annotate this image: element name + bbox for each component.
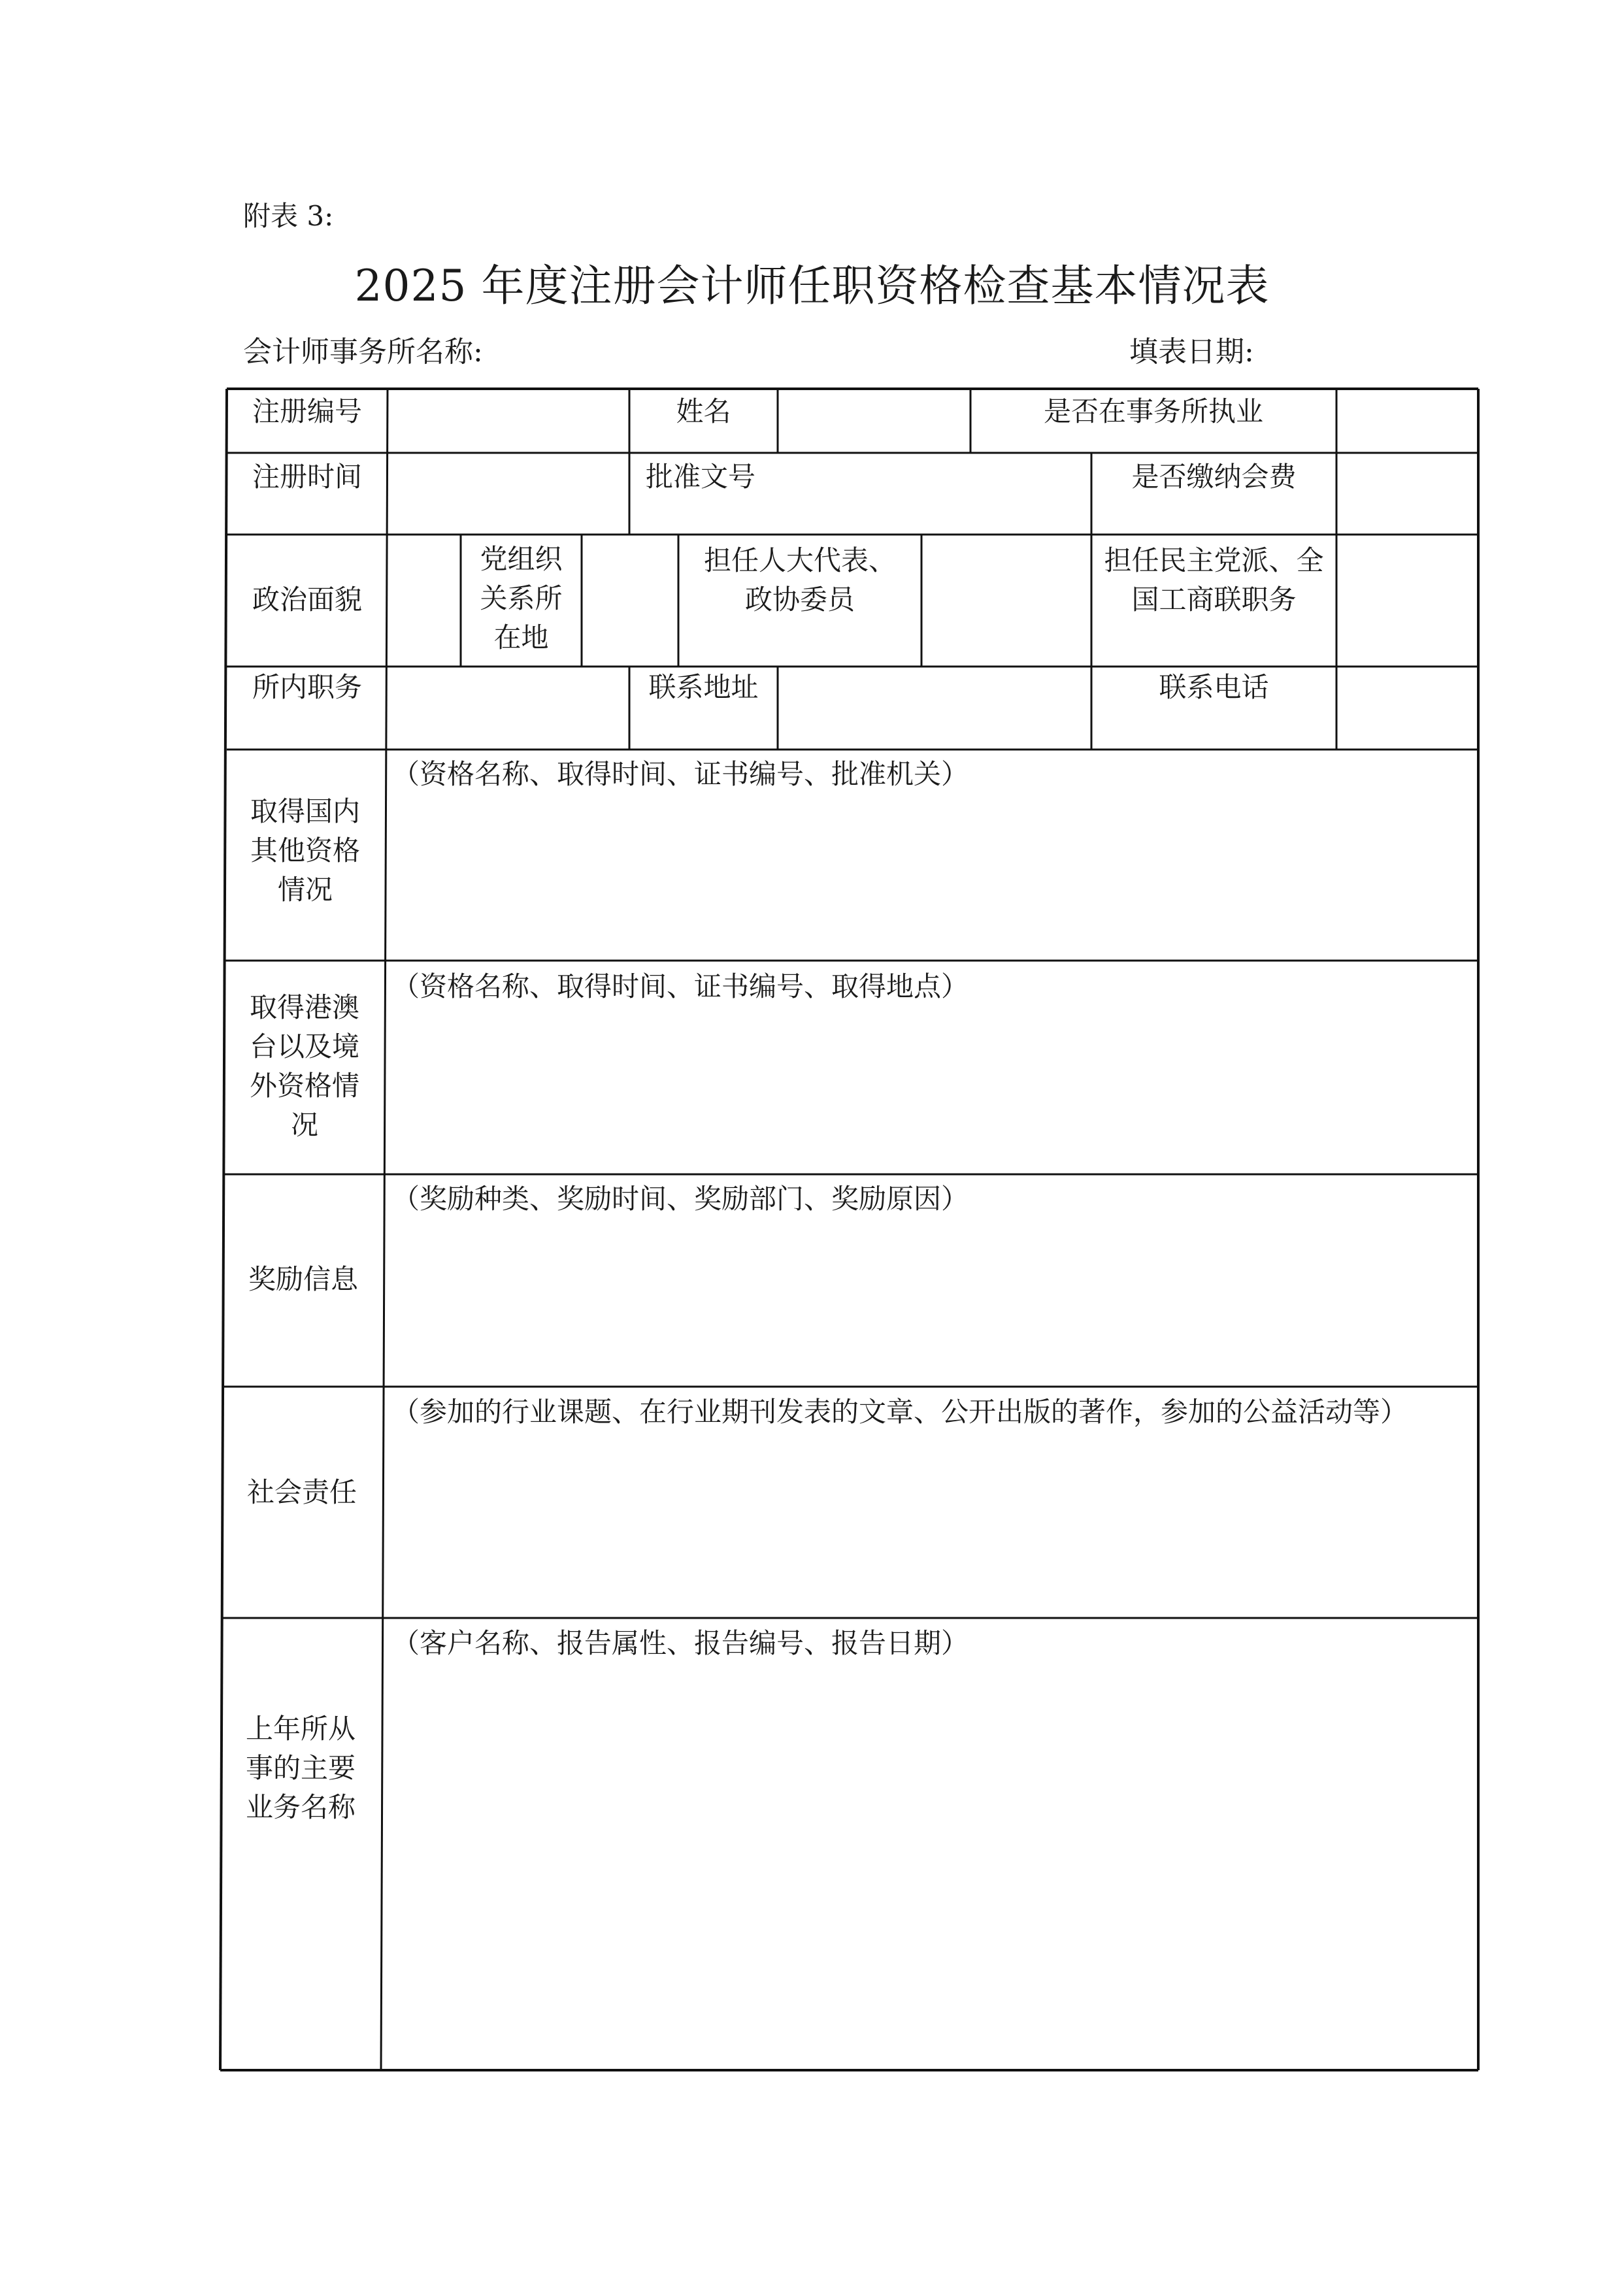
label-award-info: 奖励信息: [248, 1263, 358, 1295]
overseas-qualifications-field[interactable]: [387, 1004, 1476, 1172]
label-approval-number: 批准文号: [646, 461, 756, 493]
label-contact-phone: 联系电话: [1159, 671, 1269, 703]
practicing-at-firm-field[interactable]: [1338, 391, 1476, 451]
approval-number-field[interactable]: [780, 455, 1089, 533]
contact-phone-field[interactable]: [1338, 668, 1476, 748]
award-info-hint: （奖励种类、奖励时间、奖励部门、奖励原因）: [392, 1183, 969, 1215]
name-field[interactable]: [780, 391, 969, 451]
label-social-responsibility: 社会责任: [246, 1476, 357, 1508]
democratic-party-role-field[interactable]: [1338, 536, 1476, 665]
social-responsibility-field[interactable]: [384, 1430, 1476, 1616]
label-contact-address: 联系地址: [648, 671, 759, 703]
domestic-qualifications-field[interactable]: [388, 791, 1476, 959]
label-npc-cppcc-member: 担任人大代表、 政协委员: [703, 544, 896, 616]
registration-time-field[interactable]: [389, 455, 627, 533]
registration-number-field[interactable]: [389, 391, 627, 451]
label-political-status: 政治面貌: [252, 584, 362, 616]
label-name: 姓名: [676, 395, 731, 427]
domestic-qualifications-hint: （资格名称、取得时间、证书编号、批准机关）: [392, 758, 969, 790]
attachment-label: 附表 3:: [243, 200, 334, 232]
npc-cppcc-member-field[interactable]: [923, 536, 1089, 665]
label-registration-number: 注册编号: [252, 395, 362, 427]
fill-date-label: 填表日期:: [1129, 335, 1254, 369]
page-title: 2025 年度注册会计师任职资格检查基本情况表: [354, 261, 1270, 311]
award-info-field[interactable]: [386, 1217, 1476, 1385]
label-democratic-party-role: 担任民主党派、全 国工商联职务: [1104, 544, 1324, 616]
membership-fee-paid-field[interactable]: [1338, 455, 1476, 533]
label-party-organization-location: 党组织 关系所 在地: [480, 543, 563, 653]
political-status-field[interactable]: [389, 536, 459, 665]
overseas-qualifications-hint: （资格名称、取得时间、证书编号、取得地点）: [392, 970, 969, 1002]
main-business-hint: （客户名称、报告属性、报告编号、报告日期）: [392, 1627, 969, 1659]
label-membership-fee-paid: 是否缴纳会费: [1131, 461, 1297, 493]
contact-address-field[interactable]: [780, 668, 1089, 748]
label-registration-time: 注册时间: [252, 461, 362, 493]
label-main-business: 上年所从 事的主要 业务名称: [245, 1713, 356, 1823]
label-domestic-qualifications: 取得国内 其他资格 情况: [250, 795, 360, 906]
firm-name-label: 会计师事务所名称:: [243, 335, 483, 369]
party-organization-location-field[interactable]: [584, 536, 676, 665]
label-overseas-qualifications: 取得港澳 台以及境 外资格情 况: [249, 991, 359, 1141]
label-practicing-at-firm: 是否在事务所执业: [1043, 395, 1263, 427]
label-internal-position: 所内职务: [252, 671, 362, 703]
internal-position-field[interactable]: [389, 668, 627, 748]
main-business-field[interactable]: [383, 1661, 1476, 2068]
social-responsibility-hint: （参加的行业课题、在行业期刊发表的文章、公开出版的著作，参加的公益活动等）: [392, 1396, 1408, 1428]
